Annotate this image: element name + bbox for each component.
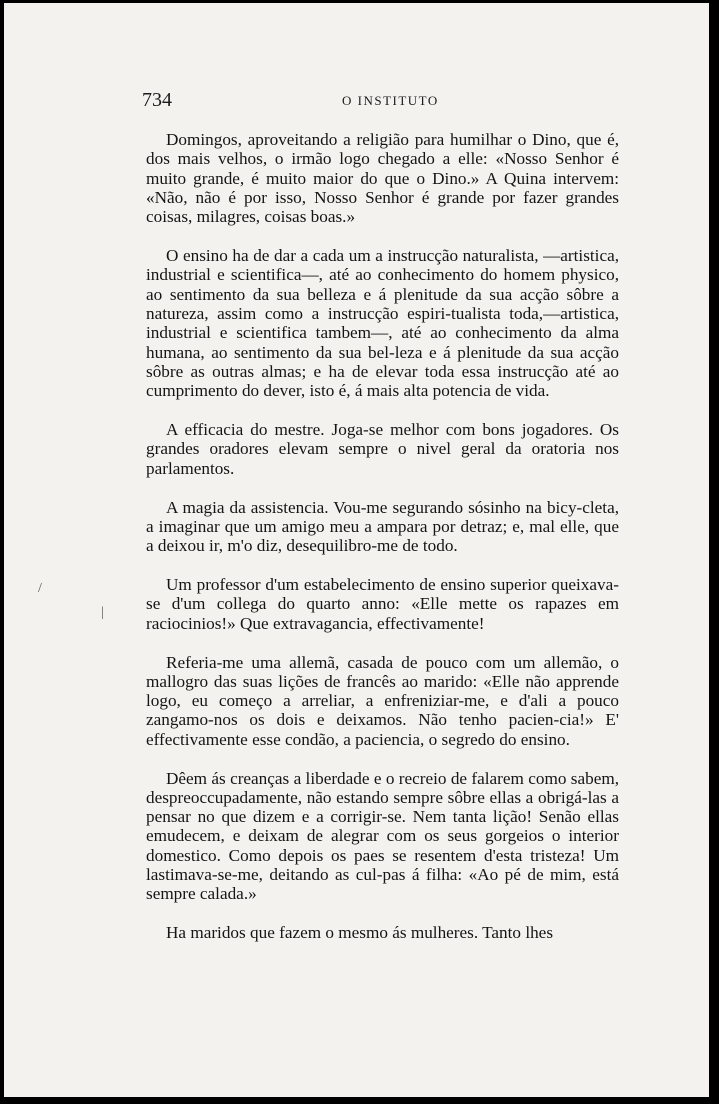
- book-page: [4, 3, 709, 1097]
- paragraph: Ha maridos que fazem o mesmo ás mulheres. Tanto lhes: [166, 923, 554, 943]
- running-head: O INSTITUTO: [342, 93, 439, 108]
- paragraph: Um professor d'um estabelecimento de ensino superior queixava-se d'um collega do quarto anno: «Elle mette os rapazes em raciocinios!» Que extravagancia, effectivamente!: [146, 575, 619, 633]
- paragraph: Domingos, aproveitando a religião para humilhar o Dino, que é, dos mais velhos, o irmão logo chegado a elle: «Nosso Senhor é muito grande, é muito maior do que o Dino.» A Quina intervem: «Não, não é por isso, Nosso Senhor é grande por fazer grandes coisas, milagres, coisas boas.»: [146, 130, 619, 227]
- paragraph: O ensino ha de dar a cada um a instrucção naturalista, —artistica, industrial e scientifica—, até ao conhecimento do homem physico, ao sentimento da sua belleza e á plenitude da sua acção sôbre a natureza, assim como a instrucção espiri-tualista toda,—artistica, industrial e scientifica tambem—, até ao conhecimento da alma humana, ao sentimento da sua bel-leza e á plenitude da sua acção sôbre as outras almas; e ha de elevar toda essa instrucção até ao cumprimento do dever, isto é, á mais alta potencia de vida.: [146, 246, 619, 401]
- body-text: [146, 130, 619, 943]
- paragraph: Referia-me uma allemã, casada de pouco com um allemão, o mallogro das suas lições de francês ao marido: «Elle não apprende logo, eu começo a arreliar, a enfreniziar-me, e d'ali a pouco zangamo-nos os dois e deixamos. Não tenho pacien-cia!» E' effectivamente esse condão, a paciencia, o segredo do ensino.: [146, 652, 619, 749]
- paragraph: A magia da assistencia. Vou-me segurando sósinho na bicy-cleta, a imaginar que um amigo meu a ampara por detraz; e, mal elle, que a deixou ir, m'o diz, desequilibro-me de todo.: [146, 497, 619, 556]
- margin-pencil-mark: |: [101, 605, 104, 620]
- page-number: 734: [142, 89, 172, 111]
- paragraph: Dêem ás creanças a liberdade e o recreio de falarem como sabem, despreoccupadamente, não estando sempre sôbre ellas a obrigá-las a pensar no que dizem e a corrigir-se. Nem tanta lição! Senão ellas emudecem, e deixam de alegrar com os seus gorgeios o interior domestico. Como depois os paes se resentem d'esta tristeza! Um lastimava-se-me, deitando as cul-pas á filha: «Ao pé de mim, está sempre calada.»: [146, 768, 619, 904]
- margin-pencil-mark: /: [38, 581, 42, 596]
- paragraph: A efficacia do mestre. Joga-se melhor com bons jogadores. Os grandes oradores elevam sempre o nivel geral da oratoria nos parlamentos.: [146, 420, 619, 478]
- page-header: [4, 89, 709, 115]
